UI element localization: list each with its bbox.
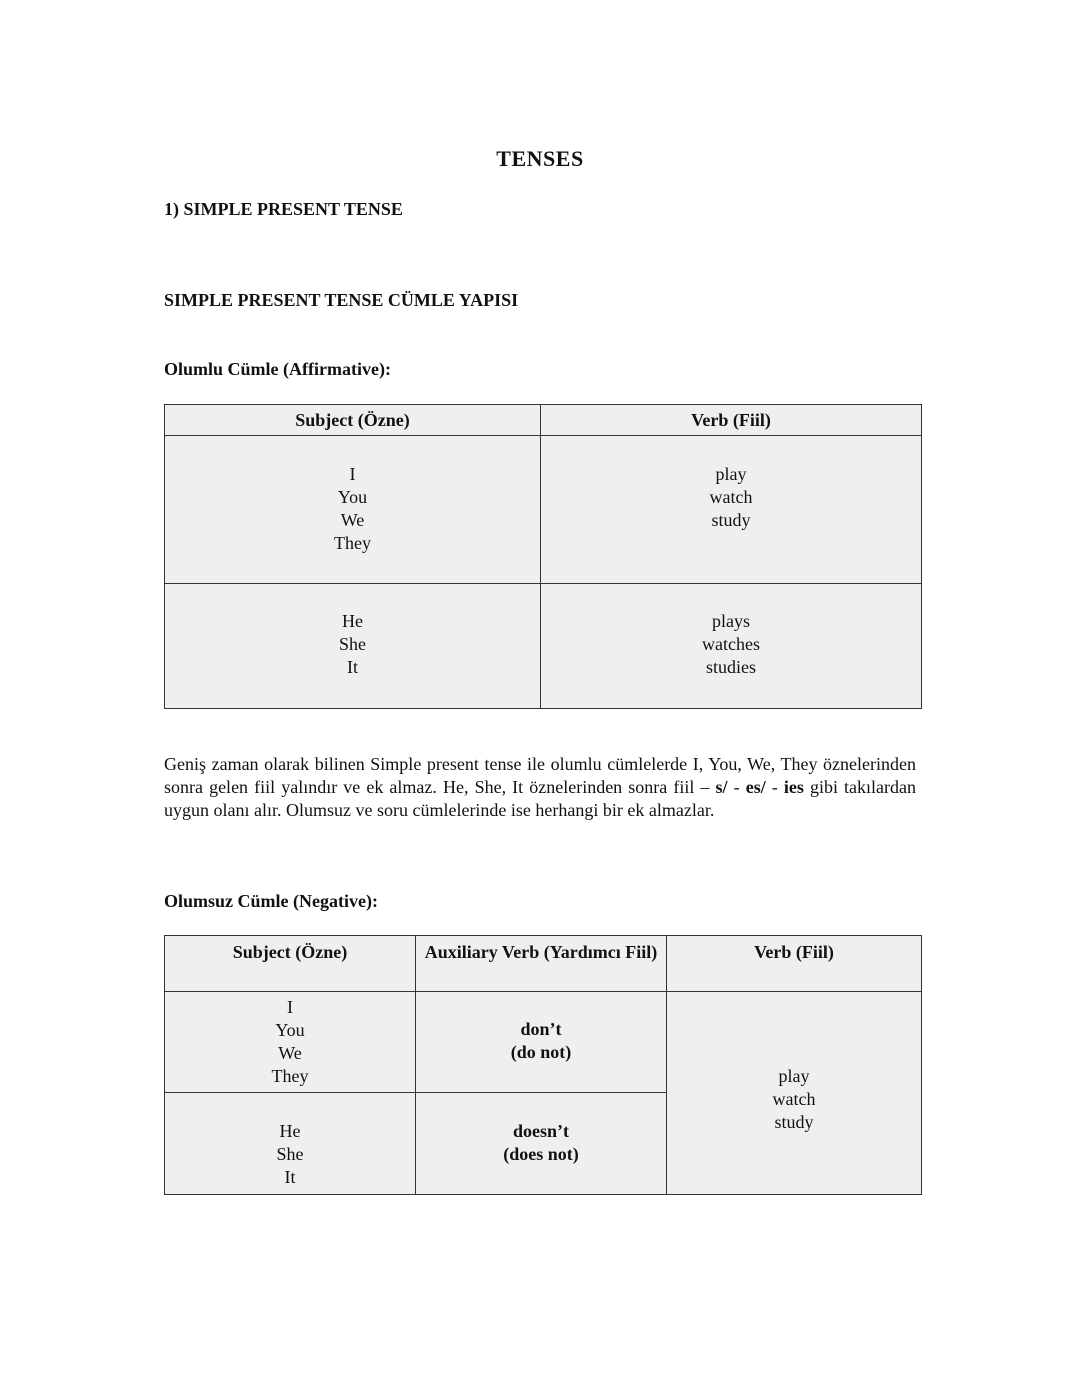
auxiliary-cell xyxy=(416,1093,667,1195)
suffix-ies: ies xyxy=(783,777,804,797)
auxiliary-cell xyxy=(416,992,667,1093)
verb-word: plays xyxy=(712,611,750,631)
subject-word: We xyxy=(340,510,365,530)
subject-word: I xyxy=(287,997,293,1017)
paragraph-text: gibi takılardan uygun olanı alır. Olumsuz ve soru cümlelerinde ise herhangi bir ek almazlar. xyxy=(164,777,917,820)
verb-cell xyxy=(541,436,922,584)
paragraph-text: Geniş zaman olarak bilinen Simple present tense ile olumlu cümlelerde I, You, We, They öznelerinden sonra gelen fiil yalındır ve ek almaz. He, She, It öznelerinden sonra fiil – xyxy=(164,754,916,797)
subject-word: I xyxy=(349,464,356,484)
suffix-separator: - xyxy=(727,777,746,797)
subject-cell xyxy=(165,436,541,584)
table-row xyxy=(165,584,922,709)
header-verb: Verb (Fiil) xyxy=(541,405,922,436)
suffix-es: es/ xyxy=(745,777,766,797)
auxiliary-word: doesn’t xyxy=(512,1121,569,1141)
verb-word: watch xyxy=(709,487,753,507)
table-header-row xyxy=(165,936,922,992)
negative-heading: Olumsuz Cümle (Negative): xyxy=(164,891,378,911)
auxiliary-word: don’t xyxy=(520,1019,562,1039)
verb-word: study xyxy=(774,1112,814,1132)
subject-word: They xyxy=(271,1066,309,1086)
section-heading: 1) SIMPLE PRESENT TENSE xyxy=(164,199,403,219)
subject-cell xyxy=(165,992,416,1093)
subject-word: He xyxy=(342,611,363,631)
subject-word: You xyxy=(275,1020,305,1040)
subject-cell xyxy=(165,584,541,709)
subject-cell xyxy=(165,1093,416,1195)
verb-word: watch xyxy=(772,1089,816,1109)
explanation-paragraph xyxy=(164,753,916,822)
verb-word: play xyxy=(715,464,747,484)
subject-word: They xyxy=(334,533,371,553)
auxiliary-word: (does not) xyxy=(503,1144,579,1164)
subject-word: It xyxy=(347,657,358,677)
subject-word: He xyxy=(279,1121,301,1141)
header-subject: Subject (Özne) xyxy=(165,936,416,992)
subject-word: It xyxy=(284,1167,296,1187)
auxiliary-word: (do not) xyxy=(510,1042,572,1062)
affirmative-heading: Olumlu Cümle (Affirmative): xyxy=(164,359,391,379)
suffix-separator: - xyxy=(765,777,784,797)
affirmative-table xyxy=(164,404,922,709)
header-subject: Subject (Özne) xyxy=(165,405,541,436)
verb-word: watches xyxy=(702,634,760,654)
verb-word: play xyxy=(778,1066,810,1086)
header-auxiliary: Auxiliary Verb (Yardımcı Fiil) xyxy=(416,936,667,992)
subject-word: We xyxy=(278,1043,302,1063)
structure-heading: SIMPLE PRESENT TENSE CÜMLE YAPISI xyxy=(164,290,519,310)
verb-cell xyxy=(541,584,922,709)
table-header-row xyxy=(165,405,922,436)
subject-word: You xyxy=(337,487,368,507)
subject-word: She xyxy=(339,634,366,654)
header-verb: Verb (Fiil) xyxy=(667,936,922,992)
table-row xyxy=(165,992,922,1093)
subject-word: She xyxy=(276,1144,304,1164)
verb-cell xyxy=(667,992,922,1195)
table-row xyxy=(165,436,922,584)
verb-word: study xyxy=(711,510,751,530)
suffix-s: s/ xyxy=(715,777,728,797)
verb-word: studies xyxy=(705,657,756,677)
negative-table xyxy=(164,935,922,1195)
page-title: TENSES xyxy=(496,146,584,171)
